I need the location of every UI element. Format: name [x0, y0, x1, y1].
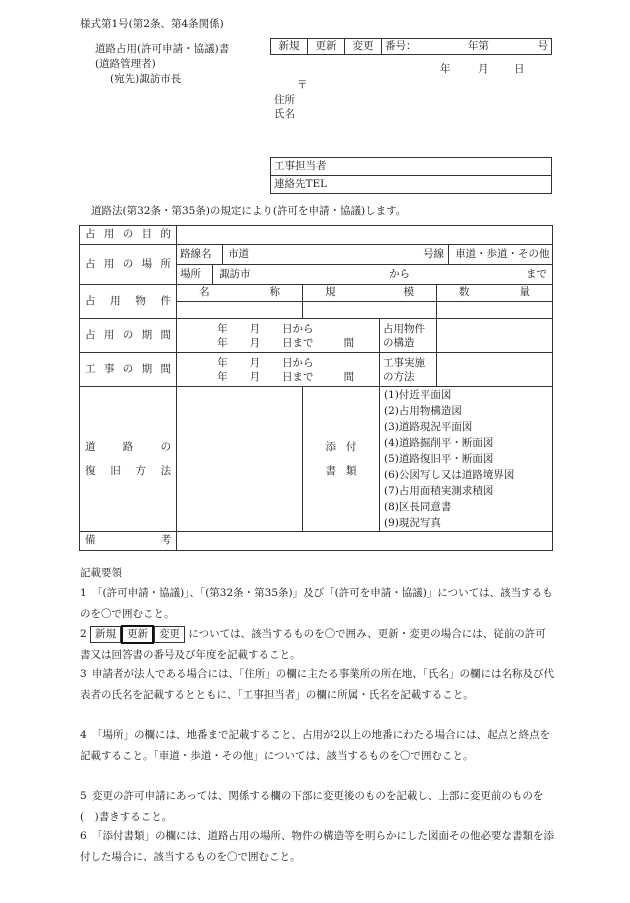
change-cell[interactable]: 変更	[345, 39, 382, 55]
note-1: 1 「(許可申請・協議)」、「(第32条・第35条)」及び「(許可を申請・協議)」については、該当するものを〇で囲むこと。	[80, 587, 553, 620]
restore-field[interactable]	[177, 387, 303, 532]
header-box	[270, 38, 552, 55]
main-table	[79, 225, 553, 551]
object-scale-header: 規 模	[303, 285, 437, 302]
address-label: 住所	[274, 94, 295, 106]
remarks-field[interactable]	[177, 532, 553, 551]
from-label: から	[389, 267, 411, 280]
method-label: 工事実施 の方法	[380, 353, 437, 387]
update-cell[interactable]: 更新	[308, 39, 345, 55]
date-year: 年	[440, 63, 451, 75]
object-qty-header: 数 量	[437, 285, 553, 302]
work-period-field[interactable]: 年 月 日から 年 月 日まで 間	[177, 353, 380, 387]
attachment-3[interactable]: (3)道路現況平面図	[384, 421, 473, 433]
addressee: (宛先)諏訪市長	[110, 73, 182, 85]
year-no-label: 年第	[467, 39, 489, 52]
attachment-1[interactable]: (1)付近平面図	[384, 389, 452, 401]
object-label: 占用物件	[80, 285, 177, 319]
note-3: 3 申請者が法人である場合には、「住所」の欄に主たる事業所の所在地、「氏名」の欄には名称及び代表者の氏名を記載するとともに、「工事担当者」の欄に所属・氏名を記載すること。	[80, 668, 554, 701]
contact-box	[270, 157, 552, 194]
attach-label: 添 付 書 類	[303, 387, 380, 532]
contact-tel-field[interactable]: 連絡先TEL	[271, 176, 552, 194]
location-label: 占用の場所	[80, 245, 177, 285]
object-name-field[interactable]	[177, 302, 303, 319]
place-value: 諏訪市	[219, 267, 251, 280]
number-label: 番号：	[385, 39, 417, 52]
new-box: 新規	[90, 626, 121, 643]
structure-field[interactable]	[437, 319, 553, 353]
road-type[interactable]: 車道・歩道・その他	[455, 247, 550, 260]
attachment-6[interactable]: (6)公図写し又は道路境界図	[384, 469, 515, 481]
route-label: 路線名	[177, 245, 223, 264]
attachment-8[interactable]: (8)区長同意書	[384, 501, 452, 513]
place-row[interactable]	[177, 265, 553, 285]
attachment-4[interactable]: (4)道路掘削平・断面図	[384, 437, 494, 449]
method-field[interactable]	[437, 353, 553, 387]
number-cell[interactable]	[382, 39, 552, 55]
route-row[interactable]	[177, 245, 553, 265]
name-label: 氏名	[274, 108, 295, 120]
period-field[interactable]: 年 月 日から 年 月 日まで 間	[177, 319, 380, 353]
period-label: 占用の期間	[80, 319, 177, 353]
date-day: 日	[514, 63, 525, 75]
update-box: 更新	[121, 625, 154, 644]
note-6: 6 「添付書類」の欄には、道路占用の場所、物件の構造等を明らかにした図面その他必要な書類を添付した場合に、該当するものを〇で囲むこと。	[80, 830, 554, 863]
postal-mark: 〒	[297, 79, 308, 91]
notes-title: 記載要領	[80, 567, 122, 579]
change-box: 変更	[154, 626, 185, 643]
object-qty-field[interactable]	[437, 302, 553, 319]
go-label: 号	[537, 39, 548, 52]
route-value: 市道	[228, 247, 250, 260]
remarks-label: 備 考	[80, 532, 177, 551]
object-scale-field[interactable]	[303, 302, 437, 319]
note-4: 4 「場所」の欄には、地番まで記載すること、占用が2以上の地番にわたる場合には、起点と終点を記載すること。「車道・歩道・その他」については、該当するものを〇で囲むこと。	[80, 729, 551, 762]
date-month: 月	[478, 63, 489, 75]
form-title: 道路占用(許可申請・協議)書	[95, 43, 230, 55]
statement: 道路法(第32条・第35条)の規定により(許可を申請・協議)します。	[91, 205, 407, 217]
site-manager-field[interactable]: 工事担当者	[271, 158, 552, 176]
structure-label: 占用物件 の構造	[380, 319, 437, 353]
attachment-9[interactable]: (9)現況写真	[384, 517, 441, 529]
form-number: 様式第1号(第2条、第4条関係)	[80, 18, 224, 30]
restore-label: 道 路 の 復 旧 方 法	[80, 387, 177, 532]
attachment-5[interactable]: (5)道路復旧平・断面図	[384, 453, 494, 465]
route-suffix: 号線	[388, 245, 449, 264]
note-5: 5 変更の許可申請にあっては、関係する欄の下部に変更後のものを記載し、上部に変更前のものを( )書きすること。	[80, 790, 544, 823]
new-cell[interactable]: 新規	[271, 39, 308, 55]
object-name-header: 名 称	[177, 285, 303, 302]
purpose-field[interactable]	[177, 226, 553, 245]
purpose-label: 占用の目的	[80, 226, 177, 245]
road-administrator: (道路管理者)	[95, 58, 156, 70]
work-period-label: 工事の期間	[80, 353, 177, 387]
to-label: まで	[526, 267, 547, 280]
note-2: 2 新規 更新 変更 については、該当するものを〇で囲み、更新・変更の場合には、従前の許可書又は回答書の番号及び年度を記載すること。	[80, 624, 555, 666]
attachment-2[interactable]: (2)占用物構造図	[384, 405, 462, 417]
attachment-7[interactable]: (7)占用面積実測求積図	[384, 485, 494, 497]
attachments-list	[380, 387, 553, 532]
place-label: 場所	[177, 265, 213, 284]
